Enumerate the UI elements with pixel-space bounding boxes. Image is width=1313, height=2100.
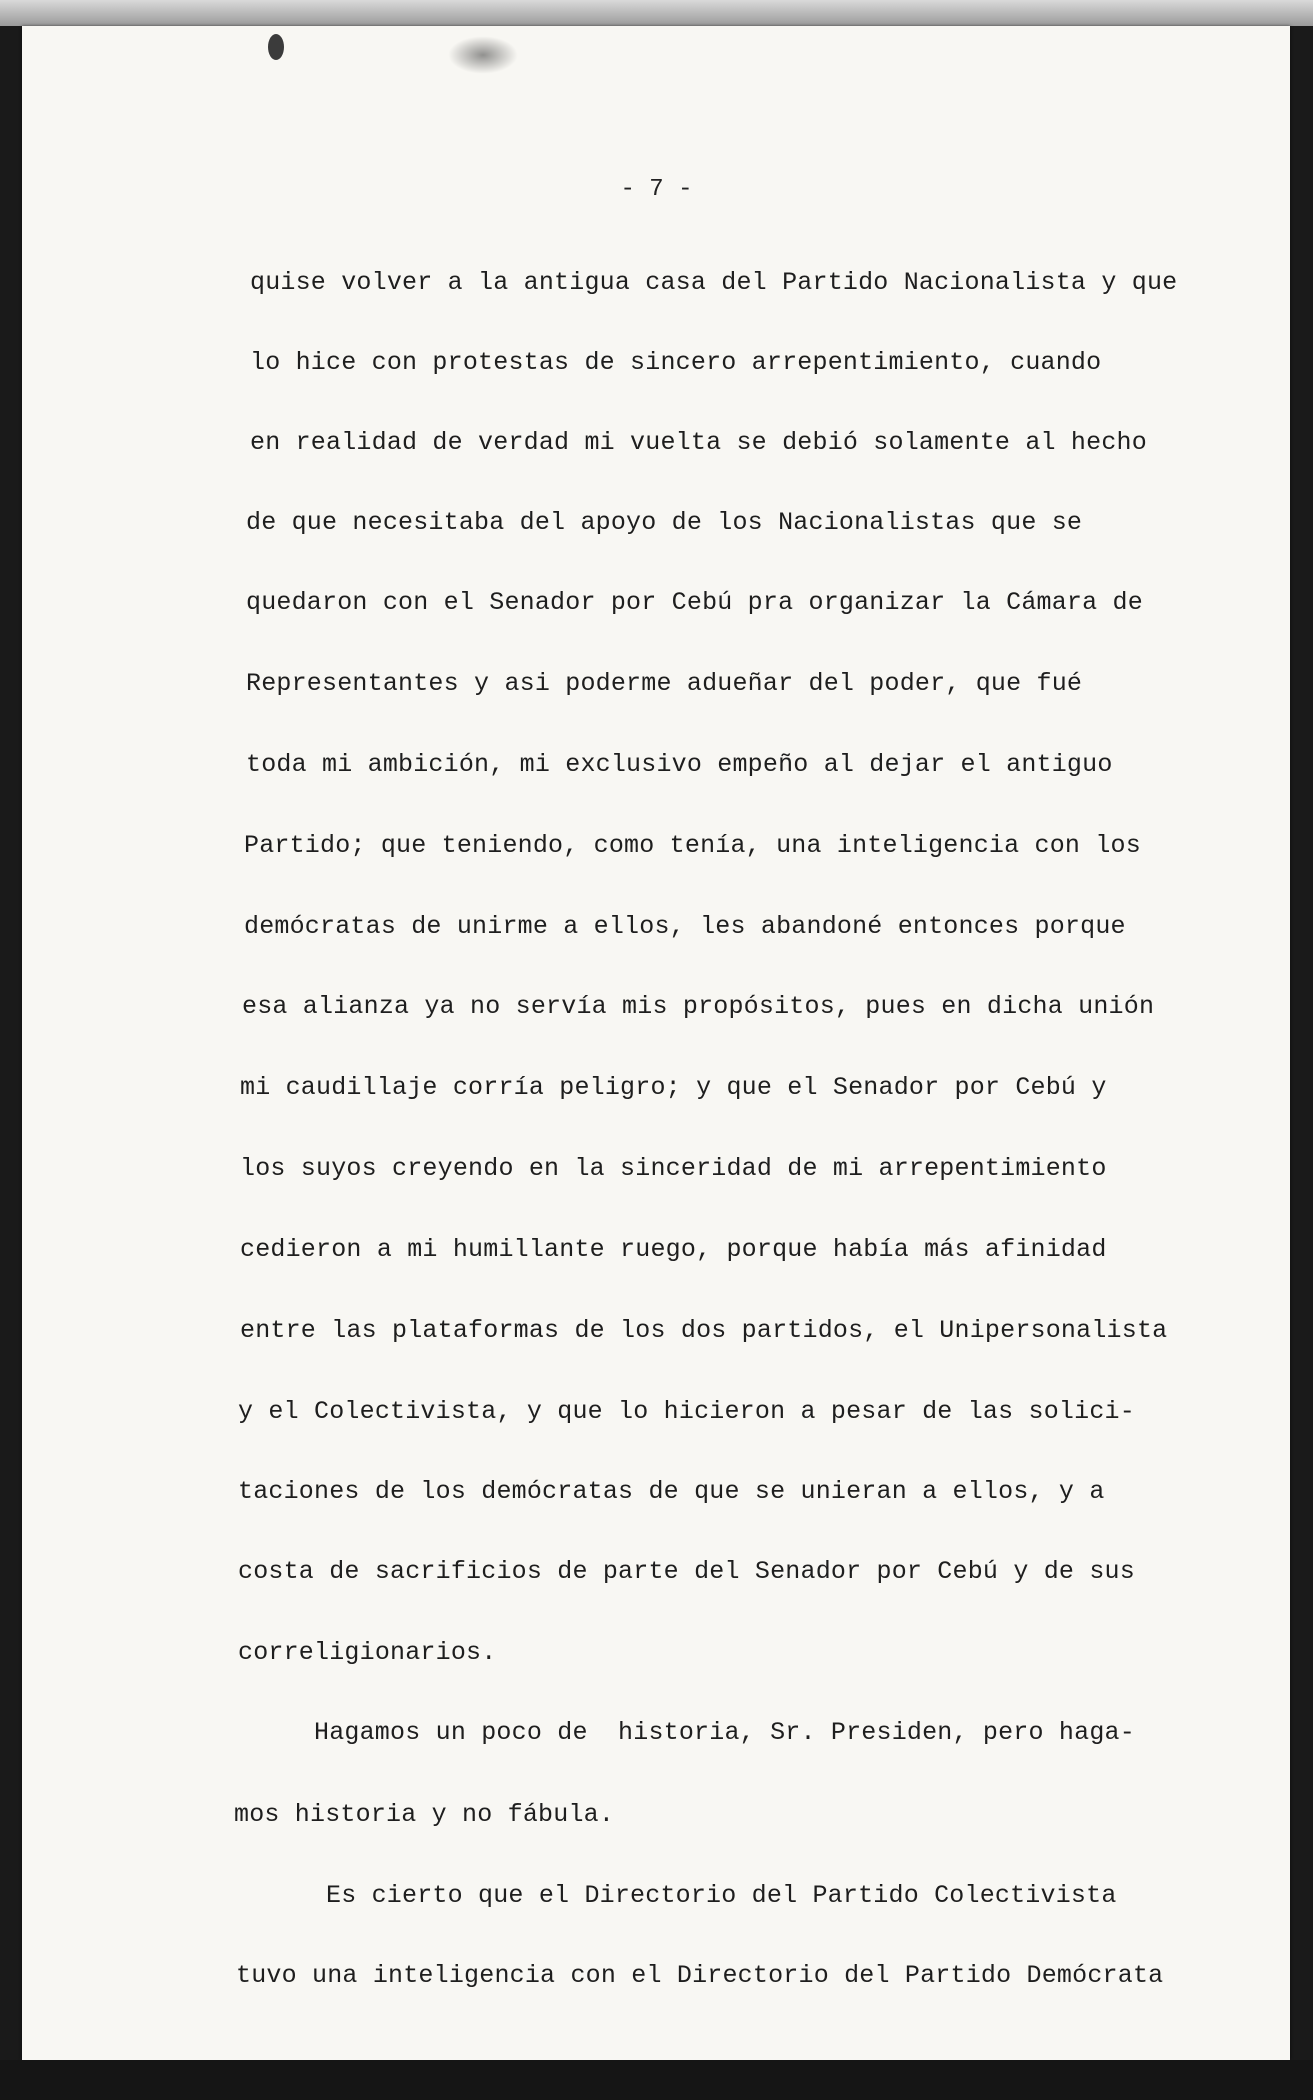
text-line-22: tuvo una inteligencia con el Directorio del Partido Demócrata <box>236 1961 1164 1990</box>
text-line-2: lo hice con protestas de sincero arrepentimiento, cuando <box>250 348 1102 377</box>
text-line-10: esa alianza ya no servía mis propósitos, pues en dicha unión <box>242 992 1155 1021</box>
ink-blot-mark <box>268 34 284 60</box>
text-line-3: en realidad de verdad mi vuelta se debió solamente al hecho <box>250 428 1147 457</box>
text-line-6: Representantes y asi poderme adueñar del poder, que fué <box>246 669 1083 698</box>
text-line-12: los suyos creyendo en la sinceridad de mi arrepentimiento <box>240 1154 1107 1183</box>
text-line-18: correligionarios. <box>238 1638 497 1667</box>
text-line-1: quise volver a la antigua casa del Partido Nacionalista y que <box>250 268 1178 297</box>
text-line-16: taciones de los demócratas de que se unieran a ellos, y a <box>238 1477 1105 1506</box>
text-line-20: mos historia y no fábula. <box>234 1800 615 1829</box>
text-line-9: demócratas de unirme a ellos, les abandoné entonces porque <box>244 912 1126 941</box>
text-line-14: entre las plataformas de los dos partidos, el Unipersonalista <box>240 1316 1168 1345</box>
smudge-mark <box>448 36 518 74</box>
scan-top-edge <box>0 0 1313 26</box>
text-line-15: y el Colectivista, y que lo hicieron a pesar de las solici- <box>238 1397 1135 1426</box>
text-line-19: Hagamos un poco de historia, Sr. Presiden, pero haga- <box>314 1718 1135 1747</box>
text-line-17: costa de sacrificios de parte del Senador por Cebú y de sus <box>238 1557 1135 1586</box>
page-number: - 7 - <box>620 176 693 203</box>
scan-bottom-edge <box>0 2060 1313 2100</box>
text-line-4: de que necesitaba del apoyo de los Nacionalistas que se <box>246 508 1083 537</box>
text-line-5: quedaron con el Senador por Cebú pra organizar la Cámara de <box>246 588 1143 617</box>
text-line-7: toda mi ambición, mi exclusivo empeño al dejar el antiguo <box>246 750 1113 779</box>
text-line-13: cedieron a mi humillante ruego, porque había más afinidad <box>240 1235 1107 1264</box>
text-line-8: Partido; que teniendo, como tenía, una inteligencia con los <box>244 831 1141 860</box>
text-line-21: Es cierto que el Directorio del Partido Colectivista <box>326 1881 1117 1910</box>
document-sheet <box>22 26 1290 2060</box>
text-line-11: mi caudillaje corría peligro; y que el Senador por Cebú y <box>240 1073 1107 1102</box>
